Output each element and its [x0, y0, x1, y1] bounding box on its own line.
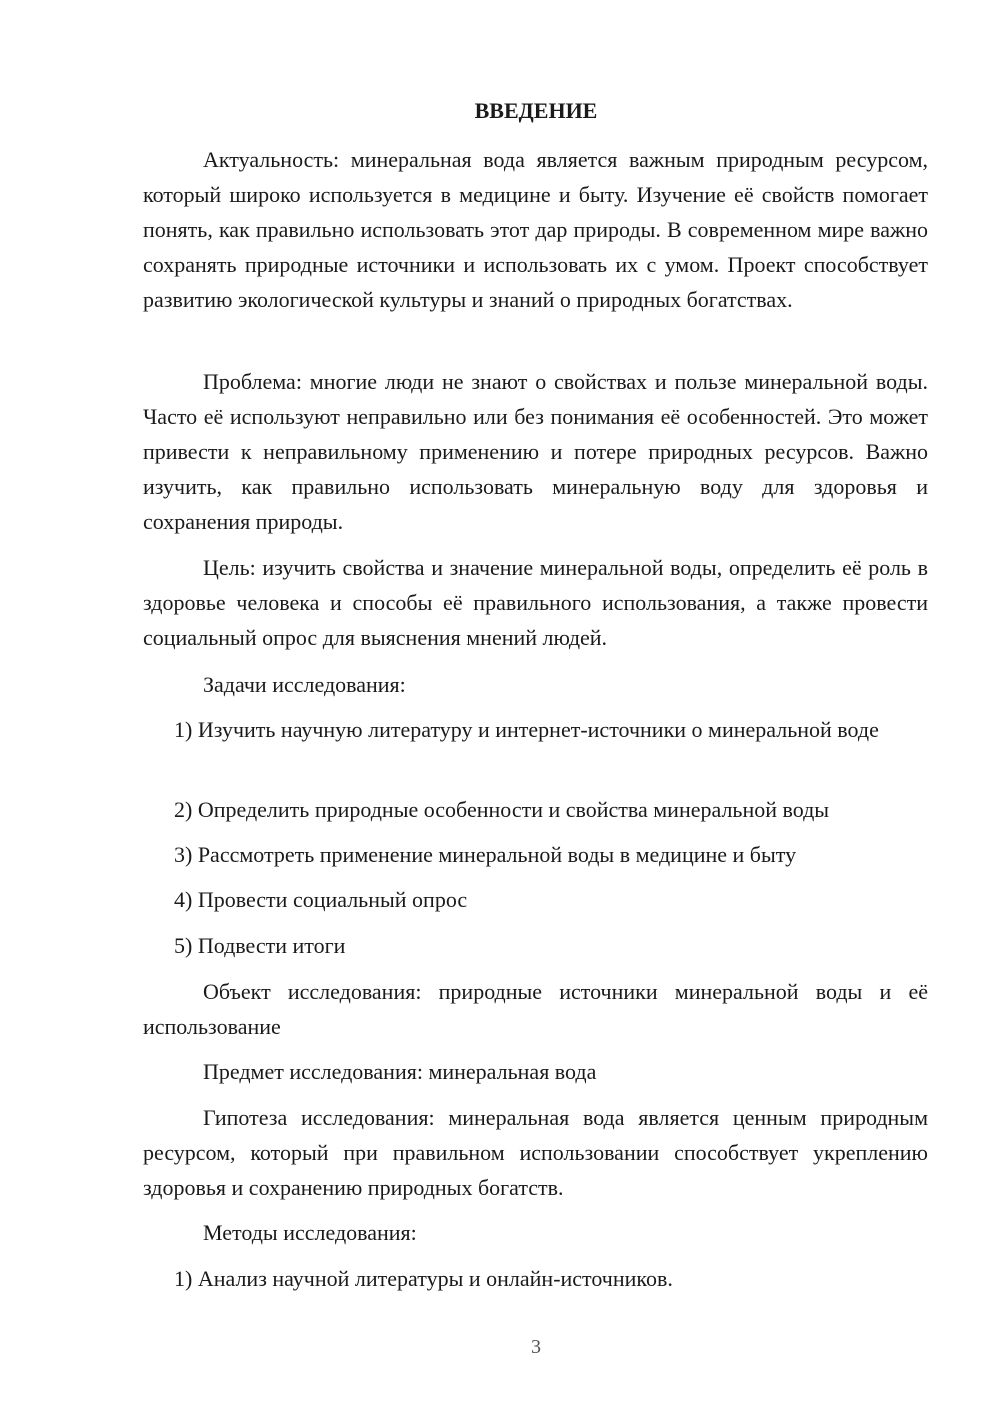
task-item-3: 3) Рассмотреть применение минеральной воды в медицине и быту	[174, 842, 797, 867]
methods-heading: Методы исследования:	[203, 1220, 417, 1245]
page-number: 3	[531, 1336, 541, 1358]
method-item-1: 1) Анализ научной литературы и онлайн-источников.	[174, 1266, 673, 1291]
task-item-2: 2) Определить природные особенности и свойства минеральной воды	[174, 797, 830, 822]
task-item-5: 5) Подвести итоги	[174, 933, 346, 958]
task-item-1: 1) Изучить научную литературу и интернет-источники о минеральной воде	[174, 717, 879, 742]
task-item-4: 4) Провести социальный опрос	[174, 887, 468, 912]
paragraph-problem: Проблема: многие люди не знают о свойствах и пользе минеральной воды. Часто её используют неправильно или без понимания её особенностей. Это может привести к неправильному применению и потере природных ресурсов. Важно изучить, как правильно использовать минеральную воду для здоровья и сохранения природы.	[143, 369, 928, 534]
paragraph-relevance: Актуальность: минеральная вода является важным природным ресурсом, который широко используется в медицине и быту. Изучение её свойств помогает понять, как правильно использовать этот дар природы. В современном мире важно сохранять природные источники и использовать их с умом. Проект способствует развитию экологической культуры и знаний о природных богатствах.	[143, 147, 928, 312]
paragraph-hypothesis: Гипотеза исследования: минеральная вода является ценным природным ресурсом, который при правильном использовании способствует укреплению здоровья и сохранению природных богатств.	[143, 1105, 928, 1200]
tasks-heading: Задачи исследования:	[203, 672, 406, 697]
paragraph-subject: Предмет исследования: минеральная вода	[203, 1059, 597, 1084]
paragraph-goal: Цель: изучить свойства и значение минеральной воды, определить её роль в здоровье человека и способы её правильного использования, а также провести социальный опрос для выяснения мнений людей.	[143, 555, 928, 650]
page-title: ВВЕДЕНИЕ	[474, 98, 598, 123]
paragraph-object: Объект исследования: природные источники минеральной воды и её использование	[143, 979, 928, 1039]
